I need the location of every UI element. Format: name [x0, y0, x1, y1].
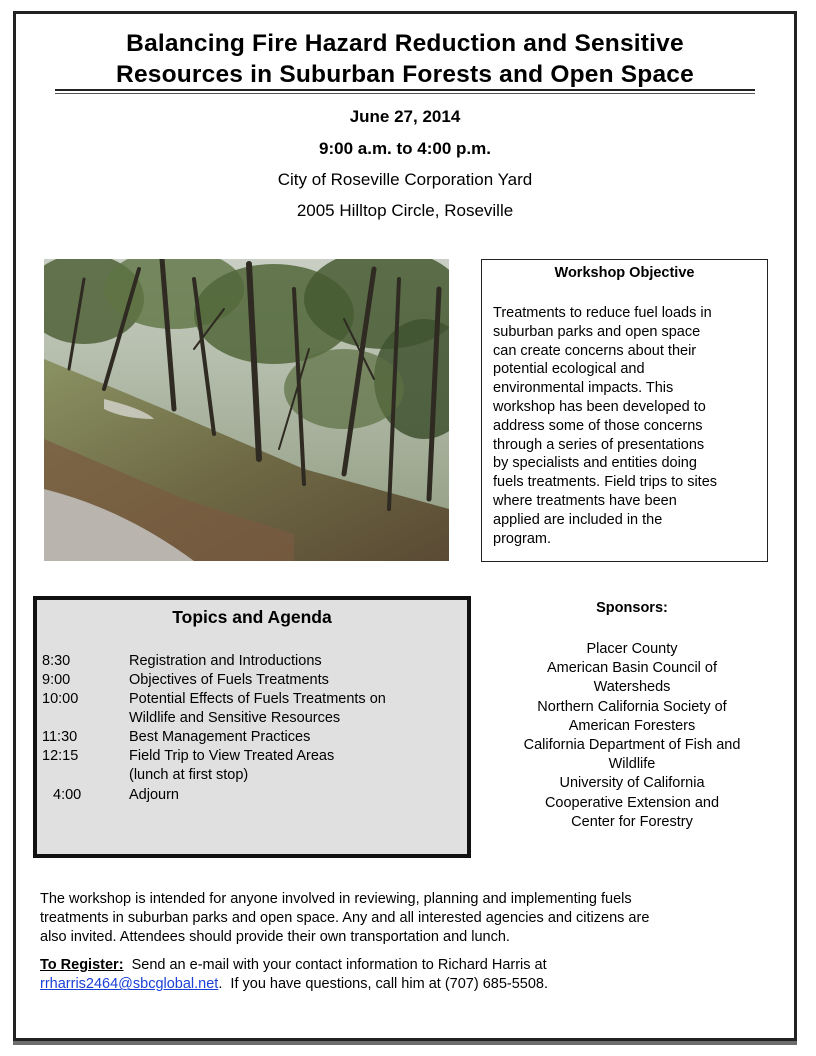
objective-line: potential ecological and	[493, 361, 645, 378]
agenda-desc: Best Management Practices	[129, 729, 311, 745]
sponsor-line: Cooperative Extension and	[544, 794, 720, 811]
sponsors-title: Sponsors:	[596, 600, 668, 616]
agenda-desc: Objectives of Fuels Treatments	[129, 672, 329, 688]
objective-line: Treatments to reduce fuel loads in	[493, 305, 712, 321]
register-line-2	[40, 975, 775, 994]
event-venue: City of Roseville Corporation Yard	[277, 170, 533, 189]
objective-line: workshop has been developed to	[493, 398, 706, 415]
sponsors-list	[497, 640, 767, 832]
title-line-1: Balancing Fire Hazard Reduction and Sensitive	[126, 30, 684, 57]
objective-line: by specialists and entities doing	[493, 455, 697, 472]
objective-line: environmental impacts. This	[493, 380, 674, 397]
agenda-time: 11:30	[42, 729, 78, 745]
page-title	[55, 28, 755, 90]
sponsor-line: University of California	[559, 775, 705, 792]
register-text: Send an e-mail with your contact information to Richard Harris at	[123, 957, 547, 973]
paragraph-line: The workshop is intended for anyone involved in reviewing, planning and implementing fuels	[40, 891, 632, 907]
paragraph-line: also invited. Attendees should provide their own transportation and lunch.	[40, 929, 510, 946]
agenda-time: 10:00	[42, 691, 79, 707]
agenda-desc: Wildlife and Sensitive Resources	[129, 710, 341, 726]
objective-line: where treatments have been	[493, 492, 677, 509]
event-time: 9:00 a.m. to 4:00 p.m.	[319, 139, 491, 158]
audience-paragraph	[40, 890, 775, 948]
sponsor-line: American Basin Council of	[546, 660, 718, 677]
objective-line: can create concerns about their	[493, 342, 697, 359]
agenda-desc: Field Trip to View Treated Areas	[129, 748, 335, 764]
sponsor-line: Placer County	[586, 641, 678, 657]
objective-line: through a series of presentations	[493, 436, 705, 453]
objective-line: fuels treatments. Field trips to sites	[493, 474, 718, 491]
sponsor-line: Watersheds	[593, 679, 671, 696]
agenda-time: 8:30	[42, 653, 71, 669]
agenda-desc: Potential Effects of Fuels Treatments on	[129, 691, 386, 707]
title-rule-thin	[55, 93, 755, 94]
objective-text	[493, 304, 759, 548]
sponsor-line: Northern California Society of	[537, 698, 727, 715]
workshop-objective-box	[481, 259, 768, 562]
sponsor-line: California Department of Fish and	[523, 737, 741, 754]
agenda-time: 4:00	[53, 787, 82, 803]
objective-line: applied are included in the	[493, 511, 663, 528]
objective-title: Workshop Objective	[554, 265, 695, 281]
event-date: June 27, 2014	[349, 107, 461, 126]
sponsor-line: American Foresters	[568, 717, 696, 734]
agenda-desc: Adjourn	[129, 787, 179, 803]
agenda-desc: Registration and Introductions	[129, 653, 322, 669]
register-line-1	[40, 956, 775, 975]
agenda-title: Topics and Agenda	[172, 607, 332, 627]
title-rule	[55, 89, 755, 91]
register-label: To Register:	[40, 957, 124, 973]
frame-shadow	[13, 1041, 797, 1045]
agenda-time: 9:00	[42, 672, 71, 688]
objective-line: address some of those concerns	[493, 417, 703, 434]
sponsor-line: Wildlife	[608, 756, 656, 773]
sponsor-line: Center for Forestry	[571, 813, 693, 830]
email-link[interactable]: rrharris2464@sbcglobal.net	[40, 976, 219, 993]
title-line-2: Resources in Suburban Forests and Open Space	[116, 61, 694, 88]
register-paragraph	[40, 956, 775, 994]
objective-line: suburban parks and open space	[493, 323, 701, 340]
event-address: 2005 Hilltop Circle, Roseville	[296, 201, 514, 220]
register-phone-text: . If you have questions, call him at (707) 685-5508.	[218, 976, 549, 993]
objective-line: program.	[493, 530, 552, 547]
agenda-box	[33, 596, 471, 858]
paragraph-line: treatments in suburban parks and open space. Any and all interested agencies and citizens are	[40, 910, 650, 927]
forest-photo	[44, 259, 449, 561]
agenda-desc: (lunch at first stop)	[129, 767, 249, 783]
agenda-time: 12:15	[42, 748, 79, 764]
